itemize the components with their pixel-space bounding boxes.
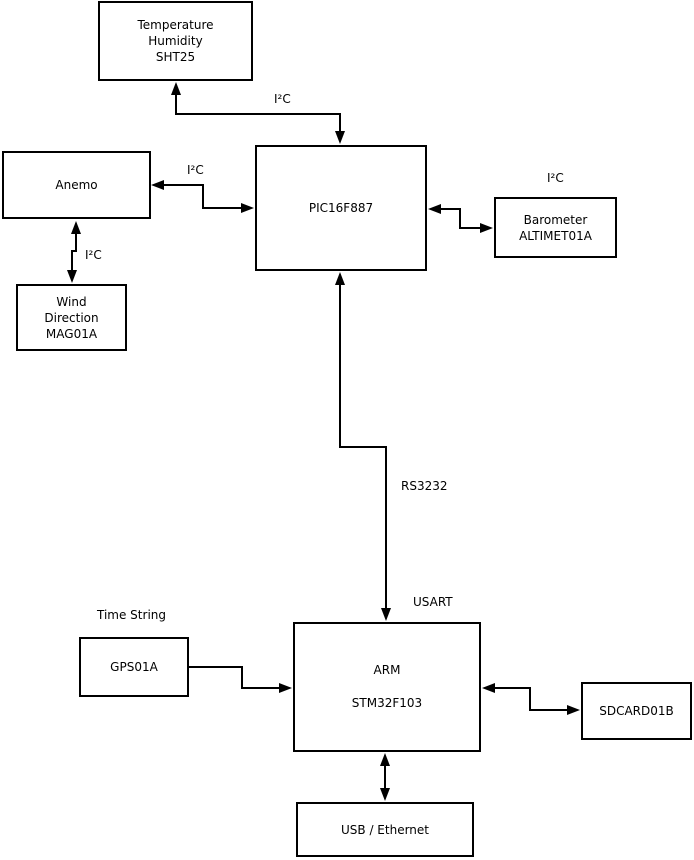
node-label-line: Wind [56,294,87,309]
node-label-line: PIC16F887 [308,201,374,215]
arrowhead-down-icon [67,270,77,283]
node-label-line: GPS01A [110,660,158,674]
node-anemo [2,151,151,219]
node-label-line: STM32F103 [351,696,423,710]
node-sdcard01b [581,682,692,740]
edge-pic-arm [335,272,391,621]
arrowhead-down-icon [335,131,345,144]
arrowhead-left-icon [428,204,441,214]
arrowhead-right-icon [279,683,292,693]
node-usb-ethernet [296,802,474,857]
arrowhead-right-icon [480,223,493,233]
node-label-line: ARM [373,663,401,677]
arrowhead-up-icon [171,82,181,95]
node-label-line: Barometer [523,212,588,227]
edge-anemo-wind [67,221,81,283]
edge-label-i2c-anemo: I²C [187,163,204,177]
node-label-line: Temperature [137,18,214,32]
edge-gps-arm [189,667,292,693]
edge-arm-sdcard [482,683,580,715]
node-label-line: USB / Ethernet [341,822,429,837]
edge-pic-anemo [151,180,254,213]
edge-label-i2c-sht25: I²C [274,92,291,106]
node-label-line: SDCARD01B [599,704,674,718]
node-gps01a [79,637,189,697]
node-arm-stm32f103 [293,622,481,752]
node-label-line: Humidity [148,34,203,48]
arrowhead-left-icon [482,683,495,693]
arrowhead-down-icon [380,788,390,801]
node-barometer-altimet01a [494,197,617,258]
edge-sht25-pic [171,82,345,144]
edge-label-time-string: Time String [97,608,166,622]
edge-label-i2c-barometer: I²C [547,171,564,185]
node-temperature-humidity-sht25 [98,1,253,81]
arrowhead-down-icon [381,608,391,621]
edge-arm-usb [380,753,390,801]
arrowhead-right-icon [567,705,580,715]
arrowhead-up-icon [335,272,345,285]
node-label-line: Anemo [55,178,98,192]
edge-label-i2c-wind: I²C [85,248,102,262]
arrowhead-right-icon [241,203,254,213]
edge-label-rs3232: RS3232 [401,479,448,493]
arrowhead-up-icon [71,221,81,234]
node-label-line: SHT25 [155,50,196,64]
node-label-line: ALTIMET01A [519,228,592,243]
node-wind-direction-mag01a [16,284,127,351]
node-label-line: Direction [44,310,99,325]
node-label-line: MAG01A [45,326,98,341]
edge-pic-barometer [428,204,493,233]
arrowhead-up-icon [380,753,390,766]
arrowhead-left-icon [151,180,164,190]
node-pic16f887 [255,145,427,271]
edge-label-usart: USART [413,595,453,609]
